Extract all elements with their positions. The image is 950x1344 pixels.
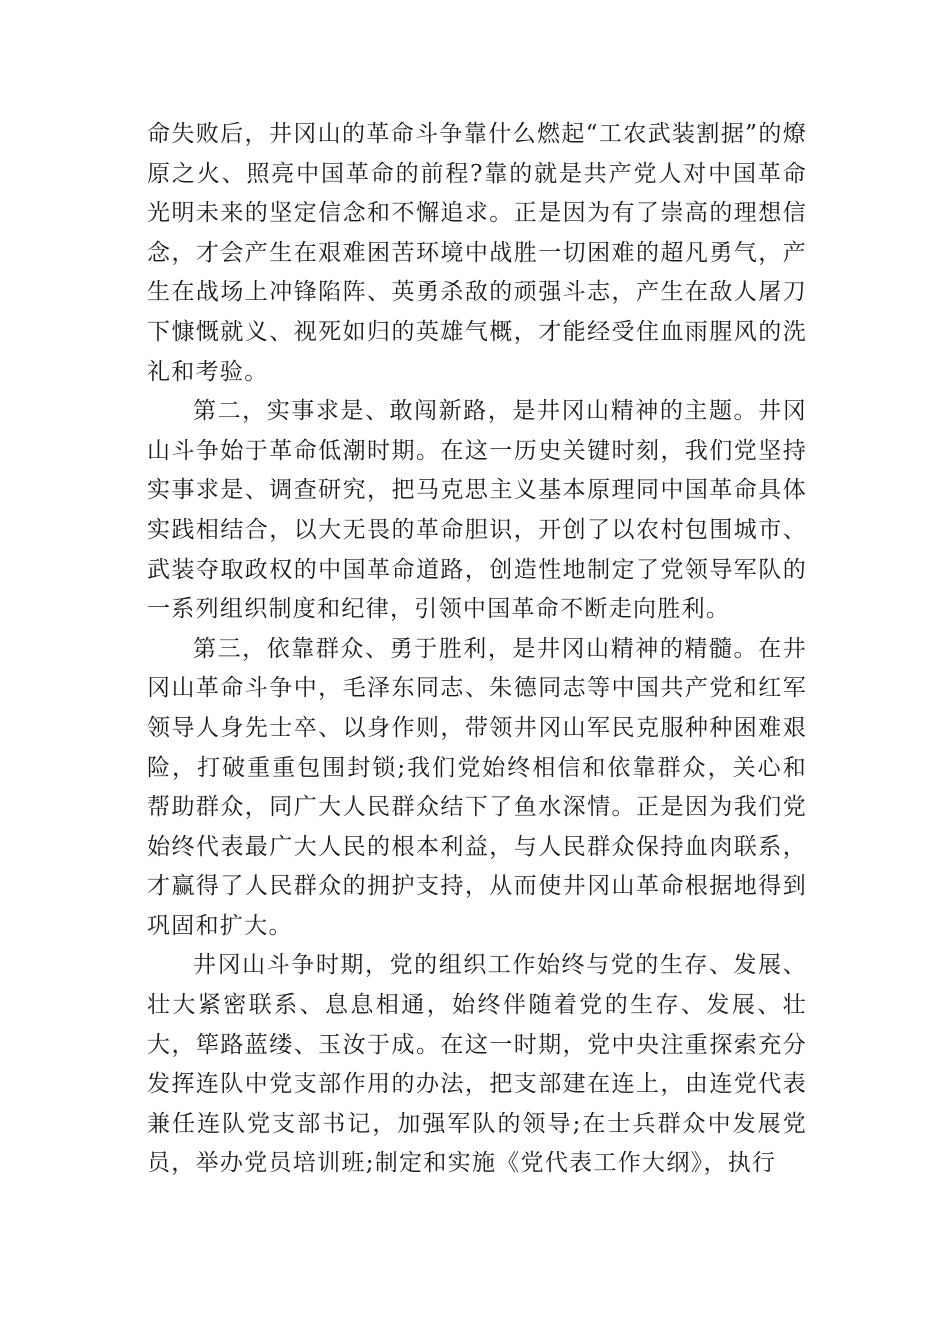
document-body: [147, 115, 807, 1184]
paragraph-4: 井冈山斗争时期，党的组织工作始终与党的生存、发展、壮大紧密联系、息息相通，始终伴随着党的生存、发展、壮大，筚路蓝缕、玉汝于成。在这一时期，党中央注重探索充分发挥连队中党支部作用的办法，把支部建在连上，由连党代表兼任连队党支部书记，加强军队的领导;在士兵群众中发展党员，举办党员培训班;制定和实施《党代表工作大纲》，执行: [147, 952, 807, 1177]
paragraph-3: 第三，依靠群众、勇于胜利，是井冈山精神的精髓。在井冈山革命斗争中，毛泽东同志、朱德同志等中国共产党和红军领导人身先士卒、以身作则，带领井冈山军民克服种种困难艰险，打破重重包围封锁;我们党始终相信和依靠群众，关心和帮助群众，同广大人民群众结下了鱼水深情。正是因为我们党始终代表最广大人民的根本利益，与人民群众保持血肉联系，才赢得了人民群众的拥护支持，从而使井冈山革命根据地得到巩固和扩大。: [147, 635, 807, 939]
paragraph-1: 命失败后，井冈山的革命斗争靠什么燃起“工农武装割据”的燎原之火、照亮中国革命的前程?靠的就是共产党人对中国革命光明未来的坚定信念和不懈追求。正是因为有了崇高的理想信念，才会产生在艰难困苦环境中战胜一切困难的超凡勇气，产生在战场上冲锋陷阵、英勇杀敌的顽强斗志，产生在敌人屠刀下慷慨就义、视死如归的英雄气概，才能经受住血雨腥风的洗礼和考验。: [147, 121, 807, 385]
paragraph-2: 第二，实事求是、敢闯新路，是井冈山精神的主题。井冈山斗争始于革命低潮时期。在这一历史关键时刻，我们党坚持实事求是、调查研究，把马克思主义基本原理同中国革命具体实践相结合，以大无畏的革命胆识，开创了以农村包围城市、武装夺取政权的中国革命道路，创造性地制定了党领导军队的一系列组织制度和纪律，引领中国革命不断走向胜利。: [147, 398, 807, 623]
